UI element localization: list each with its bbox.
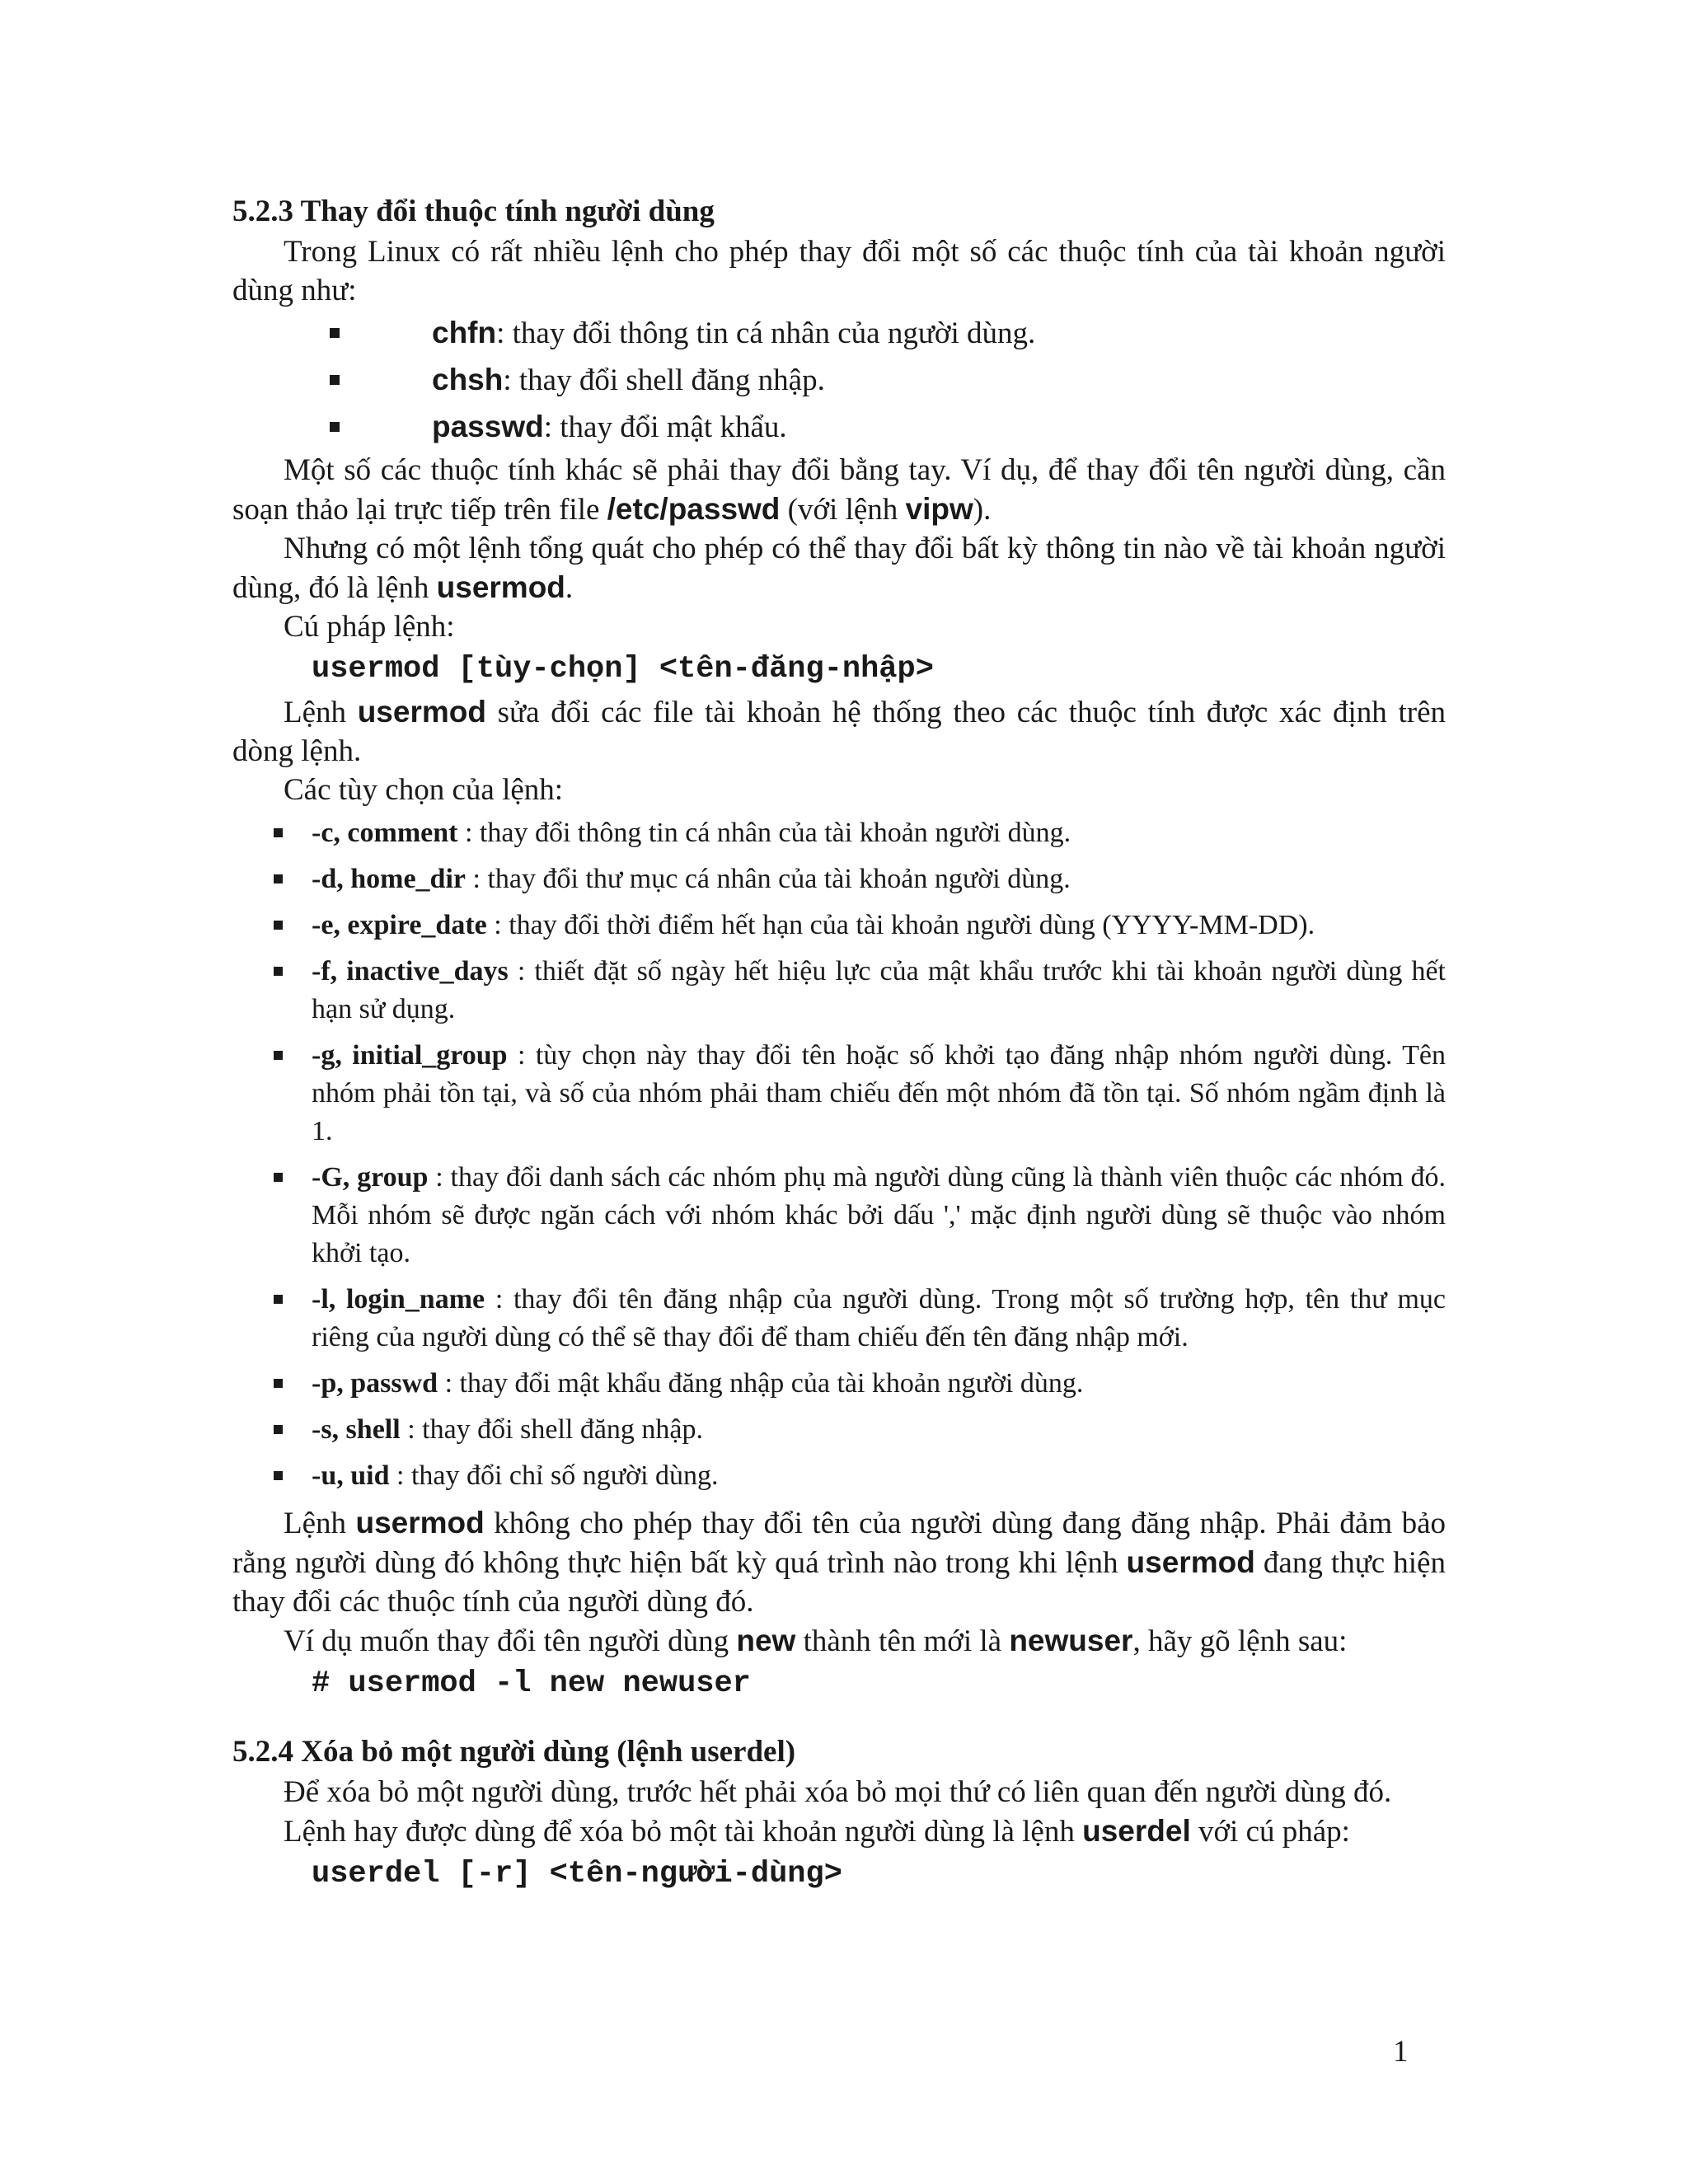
list-item: -u, uid : thay đổi chỉ số người dùng. (232, 1457, 1446, 1495)
list-item: -s, shell : thay đổi shell đăng nhập. (232, 1411, 1446, 1449)
syntax-label: Cú pháp lệnh: (284, 610, 455, 644)
options-label: Các tùy chọn của lệnh: (284, 773, 564, 807)
section-heading-5-2-4: 5.2.4 Xóa bỏ một người dùng (lệnh userdel) (232, 1735, 796, 1769)
list-item: chsh: thay đổi shell đăng nhập. (232, 357, 1446, 404)
usermod-description: Lệnh usermod sửa đổi các file tài khoản hệ thống theo các thuộc tính được xác định trên dòng lệnh. (232, 695, 1446, 768)
list-item: -l, login_name : thay đổi tên đăng nhập của người dùng. Trong một số trường hợp, tên thư mục riêng của người dùng có thể sẽ thay đổi để tham chiếu đến tên đăng nhập mới. (232, 1281, 1446, 1357)
page-number: 1 (1393, 2035, 1409, 2069)
intro-paragraph: Trong Linux có rất nhiều lệnh cho phép thay đổi một số các thuộc tính của tài khoản người dùng như: (232, 235, 1446, 307)
rename-example-command: # usermod -l new newuser (312, 1666, 751, 1701)
userdel-syntax: userdel [-r] <tên-người-dùng> (312, 1857, 842, 1891)
list-item: -c, comment : thay đổi thông tin cá nhân của tài khoản người dùng. (232, 814, 1446, 852)
list-item: -g, initial_group : tùy chọn này thay đổi tên hoặc số khởi tạo đăng nhập nhóm người dùng. Tên nhóm phải tồn tại, và số của nhóm phải tham chiếu đến một nhóm đã tồn tại. Số nhóm ngầm định là 1. (232, 1037, 1446, 1151)
userdel-intro-paragraph: Để xóa bỏ một người dùng, trước hết phải xóa bỏ mọi thứ có liên quan đến người dùng đó. (284, 1775, 1392, 1809)
list-item: -e, expire_date : thay đổi thời điểm hết hạn của tài khoản người dùng (YYYY-MM-DD). (232, 907, 1446, 944)
document-page (232, 191, 1446, 1897)
userdel-command-paragraph: Lệnh hay được dùng để xóa bỏ một tài khoản người dùng là lệnh userdel với cú pháp: (284, 1814, 1350, 1849)
rename-example-paragraph: Ví dụ muốn thay đổi tên người dùng new thành tên mới là newuser, hãy gõ lệnh sau: (284, 1624, 1348, 1658)
list-item: -G, group : thay đổi danh sách các nhóm phụ mà người dùng cũng là thành viên thuộc các nhóm đó. Mỗi nhóm sẽ được ngăn cách với nhóm khác bởi dấu ',' mặc định người dùng sẽ thuộc vào nhóm khởi tạo. (232, 1159, 1446, 1272)
usermod-options-list (232, 814, 1446, 1495)
usermod-intro-paragraph: Nhưng có một lệnh tổng quát cho phép có thể thay đổi bất kỳ thông tin nào về tài khoản người dùng, đó là lệnh usermod. (232, 532, 1446, 605)
list-item: passwd: thay đổi mật khẩu. (232, 404, 1446, 451)
list-item: -f, inactive_days : thiết đặt số ngày hết hiệu lực của mật khẩu trước khi tài khoản người dùng hết hạn sử dụng. (232, 953, 1446, 1029)
section-heading-5-2-3: 5.2.3 Thay đổi thuộc tính người dùng (232, 194, 715, 228)
list-item: -d, home_dir : thay đổi thư mục cá nhân của tài khoản người dùng. (232, 860, 1446, 898)
list-item: -p, passwd : thay đổi mật khẩu đăng nhập của tài khoản người dùng. (232, 1365, 1446, 1403)
manual-edit-paragraph: Một số các thuộc tính khác sẽ phải thay đổi bằng tay. Ví dụ, để thay đổi tên người dùng, cần soạn thảo lại trực tiếp trên file /etc/passwd (với lệnh vipw). (232, 453, 1446, 527)
usermod-restriction-paragraph: Lệnh usermod không cho phép thay đổi tên của người dùng đang đăng nhập. Phải đảm bảo rằng người dùng đó không thực hiện bất kỳ quá trình nào trong khi lệnh usermod đang thực hiện thay đổi các thuộc tính của người dùng đó. (232, 1506, 1446, 1619)
usermod-syntax: usermod [tùy-chọn] <tên-đăng-nhập> (312, 652, 934, 687)
list-item: chfn: thay đổi thông tin cá nhân của người dùng. (232, 310, 1446, 357)
user-commands-list (232, 310, 1446, 451)
